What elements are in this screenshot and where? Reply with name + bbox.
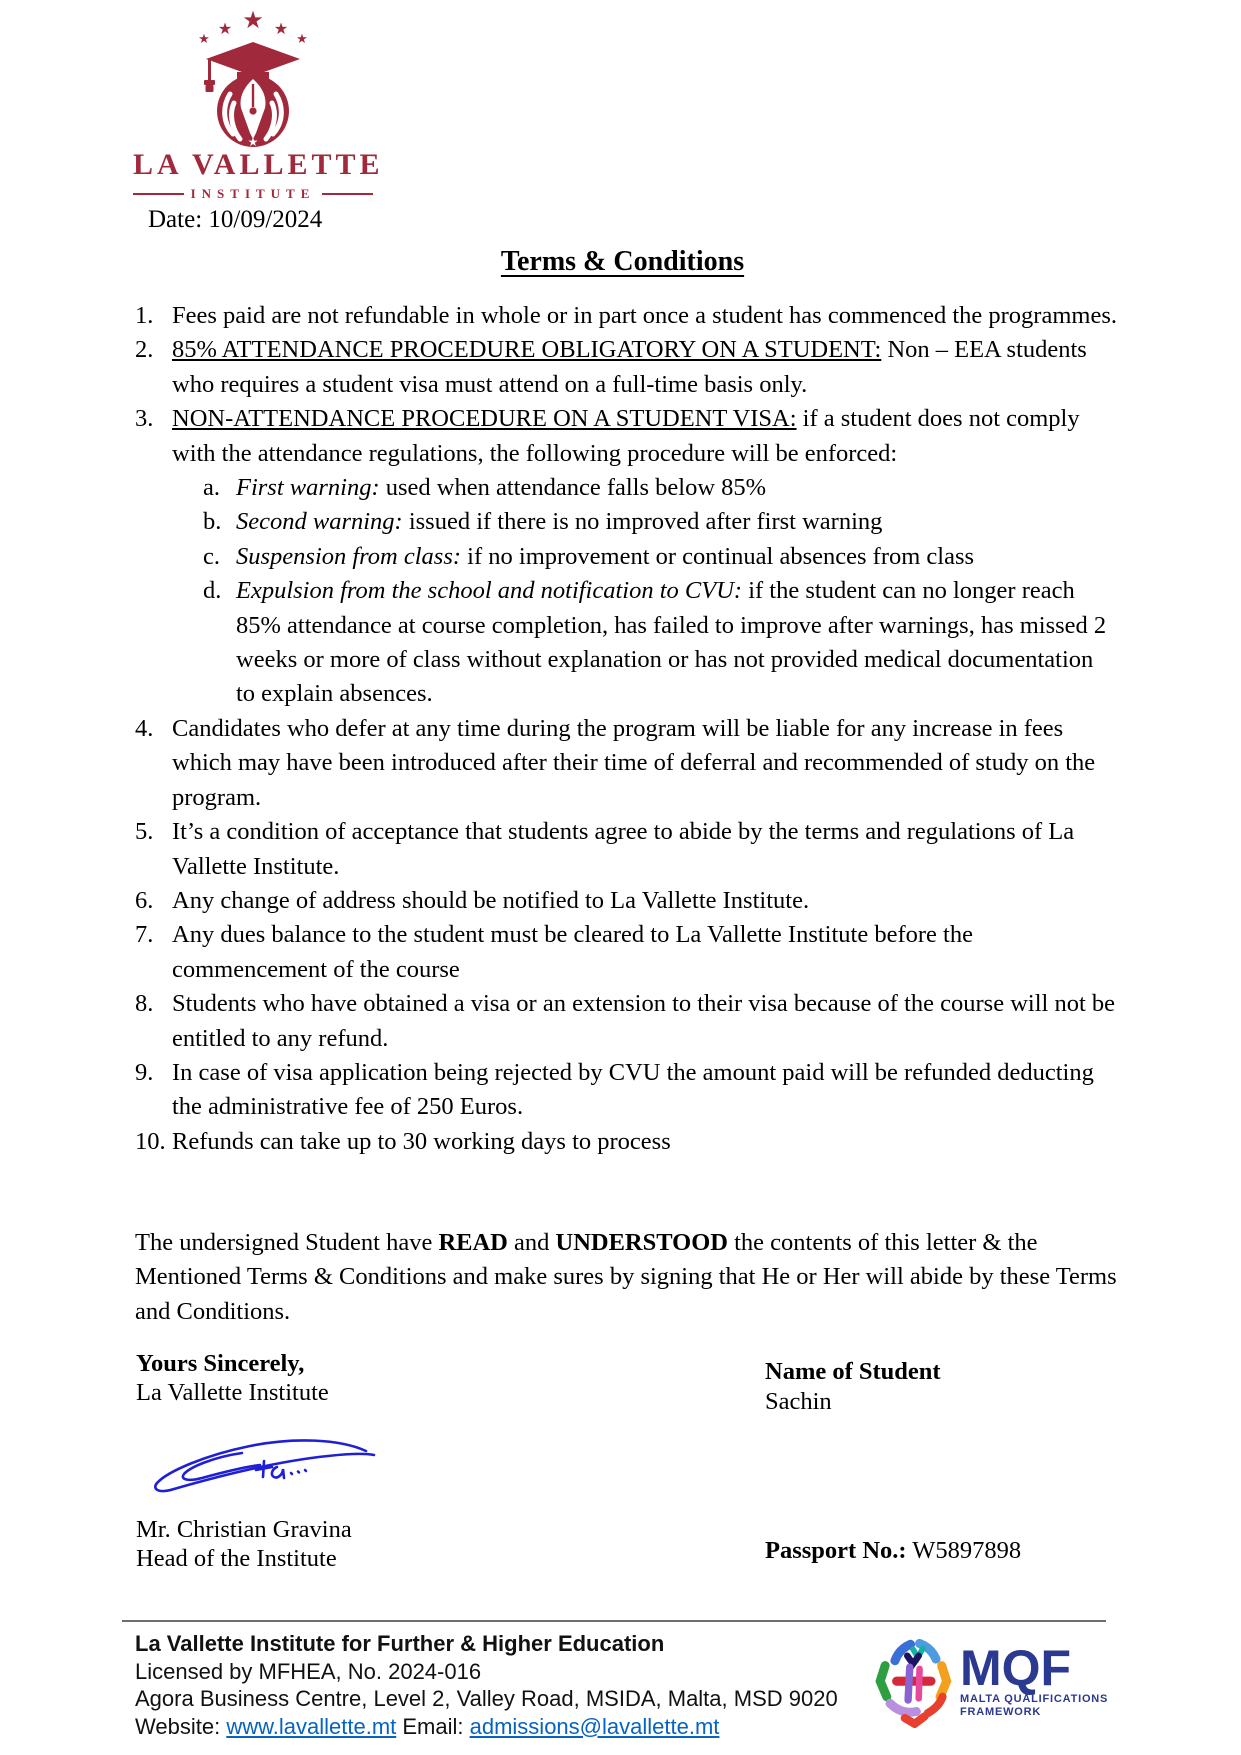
list-item-text	[172, 712, 1117, 815]
mqf-tagline-line2: FRAMEWORK	[960, 1705, 1042, 1718]
list-marker: 1.	[135, 302, 154, 329]
list-item-text	[172, 1056, 1117, 1125]
mqf-accreditation-logo	[872, 1636, 1108, 1728]
svg-text:★: ★	[296, 32, 308, 47]
list-item-text	[172, 299, 1117, 333]
footer-divider	[122, 1620, 1106, 1622]
list-marker: 2.	[135, 336, 154, 364]
text-run: Refunds can take up to 30 working days to process	[172, 1127, 671, 1155]
terms-subitem	[203, 505, 1117, 539]
list-marker: d.	[203, 577, 222, 605]
valediction: Yours Sincerely,	[136, 1350, 305, 1377]
terms-list	[135, 299, 1117, 1159]
footer-address: Agora Business Centre, Level 2, Valley Road, MSIDA, Malta, MSD 9020	[135, 1686, 838, 1711]
terms-item	[135, 884, 1117, 918]
text-run: In case of visa application being rejected by CVU the amount paid will be refunded deducting the administrative fee of 250 Euros.	[172, 1058, 1094, 1121]
terms-subitem	[203, 540, 1117, 574]
text-run: READ	[438, 1229, 508, 1256]
list-item-text	[172, 987, 1117, 1056]
text-run: Any dues balance to the student must be cleared to La Vallette Institute before the commencement of the course	[172, 921, 973, 983]
graduation-pen-emblem-icon	[173, 6, 333, 148]
org-name: La Vallette Institute	[136, 1379, 329, 1406]
list-item-text	[172, 1125, 1117, 1159]
terms-item	[135, 1125, 1117, 1159]
list-marker: b.	[203, 508, 222, 536]
list-item-text	[172, 333, 1117, 402]
list-marker: 9.	[135, 1058, 154, 1086]
mqf-tagline	[960, 1693, 1108, 1719]
signature-image	[144, 1429, 379, 1501]
terms-item	[135, 918, 1117, 987]
website-label: Website:	[135, 1713, 227, 1739]
text-run: Fees paid are not refundable in whole or in part once a student has commenced the programmes.	[172, 302, 1117, 329]
terms-item	[135, 712, 1117, 815]
logo-rule-right	[322, 193, 373, 195]
passport-label: Passport No.:	[765, 1537, 907, 1564]
date-line: Date: 10/09/2024	[148, 206, 323, 233]
text-run: First warning:	[236, 474, 380, 502]
list-marker: 10.	[135, 1127, 166, 1155]
list-item-text	[172, 402, 1117, 471]
terms-item	[135, 987, 1117, 1056]
list-marker: 7.	[135, 921, 154, 949]
list-marker: 3.	[135, 405, 154, 433]
list-marker: 4.	[135, 714, 154, 742]
mqf-text-column	[960, 1639, 1109, 1719]
list-marker: 6.	[135, 886, 154, 914]
footer-org: La Vallette Institute for Further & Higher Education	[135, 1631, 665, 1656]
institute-signature-block	[136, 1349, 379, 1573]
text-run: UNDERSTOOD	[555, 1229, 728, 1256]
student-block	[765, 1357, 941, 1417]
terms-item	[135, 299, 1117, 333]
list-item-text	[236, 574, 1117, 712]
stars-icon	[198, 6, 308, 47]
mqf-tagline-line1: MALTA QUALIFICATIONS	[960, 1692, 1109, 1705]
svg-text:★: ★	[273, 19, 289, 38]
email-link[interactable]: admissions@lavallette.mt	[469, 1713, 720, 1739]
list-item-text	[172, 815, 1117, 884]
footer-text	[135, 1630, 838, 1740]
text-run: Candidates who defer at any time during the program will be liable for any increase in fees which may have been introduced after their time of deferral and recommended of study on the program.	[172, 714, 1096, 811]
student-name-value: Sachin	[765, 1388, 832, 1415]
page-title-text: Terms & Conditions	[500, 246, 745, 277]
list-item-text	[236, 540, 1117, 574]
website-link[interactable]: www.lavallette.mt	[226, 1713, 397, 1739]
text-run: if no improvement or continual absences from class	[461, 542, 975, 570]
text-run: 85% ATTENDANCE PROCEDURE OBLIGATORY ON A STUDENT:	[172, 336, 882, 364]
svg-text:★: ★	[217, 19, 233, 38]
text-run: Any change of address should be notified to La Vallette Institute.	[172, 886, 810, 914]
footer-contact-line	[135, 1713, 838, 1741]
svg-text:★: ★	[198, 32, 210, 47]
page-title	[135, 246, 1110, 278]
text-run: and	[507, 1229, 556, 1256]
text-run: used when attendance falls below 85%	[379, 474, 767, 502]
terms-item	[135, 1056, 1117, 1125]
logo-sub-text: INSTITUTE	[190, 186, 316, 201]
text-run: Students who have obtained a visa or an extension to their visa because of the course will not be entitled to any refund.	[172, 990, 1115, 1052]
list-item-text	[236, 505, 1117, 539]
text-run: Suspension from class:	[236, 542, 462, 570]
passport-value: W5897898	[906, 1537, 1022, 1564]
pen-nib-circle-icon	[217, 75, 289, 148]
terms-subitem	[203, 574, 1117, 712]
svg-text:★: ★	[247, 135, 259, 148]
text-run: The undersigned Student have	[135, 1229, 439, 1256]
logo-brand-text: LA VALLETTE	[133, 148, 384, 181]
text-run: It’s a condition of acceptance that students agree to abide by the terms and regulations of La Vallette Institute.	[172, 818, 1075, 880]
email-label: Email:	[396, 1713, 470, 1739]
text-run: issued if there is no improved after first warning	[402, 508, 883, 536]
text-run: Second warning:	[236, 508, 403, 536]
institute-logo	[133, 6, 384, 202]
mqf-acronym: MQF	[960, 1639, 1072, 1696]
list-marker: c.	[203, 542, 220, 570]
list-item-text	[172, 884, 1117, 918]
terms-item	[135, 333, 1117, 402]
logo-sub-row	[133, 186, 373, 202]
terms-item	[135, 815, 1117, 884]
terms-subitem	[203, 471, 1117, 505]
closing-paragraph	[135, 1226, 1117, 1329]
text-run: the contents of this letter & the Mentioned Terms & Conditions and make sures by signing that He or Her will abide by these Terms and Conditions.	[135, 1229, 1117, 1325]
terms-item	[135, 402, 1117, 471]
text-run: if the student can no longer reach 85% attendance at course completion, has failed to improve after warnings, has missed 2 weeks or more of class without explanation or has not provided medical documentation to explain absences.	[236, 577, 1107, 708]
signer-title: Head of the Institute	[136, 1545, 337, 1572]
list-marker: 8.	[135, 990, 154, 1018]
svg-text:★: ★	[242, 6, 264, 34]
student-name-label: Name of Student	[765, 1358, 941, 1385]
logo-rule-left	[133, 193, 184, 195]
text-run: NON-ATTENDANCE PROCEDURE ON A STUDENT VISA:	[172, 405, 797, 433]
signer-name: Mr. Christian Gravina	[136, 1516, 352, 1543]
passport-line	[765, 1537, 1021, 1565]
footer-license: Licensed by MFHEA, No. 2024-016	[135, 1658, 482, 1684]
text-run: Expulsion from the school and notification to CVU:	[236, 577, 743, 605]
list-item-text	[172, 918, 1117, 987]
list-marker: a.	[203, 474, 220, 502]
list-marker: 5.	[135, 818, 154, 846]
text-run: Non – EEA students who requires a student visa must attend on a full-time basis only.	[172, 336, 1087, 398]
text-run: if a student does not comply with the attendance regulations, the following procedure will be enforced:	[172, 405, 1080, 467]
list-item-text	[236, 471, 1117, 505]
mqf-symbol-icon	[872, 1636, 954, 1728]
